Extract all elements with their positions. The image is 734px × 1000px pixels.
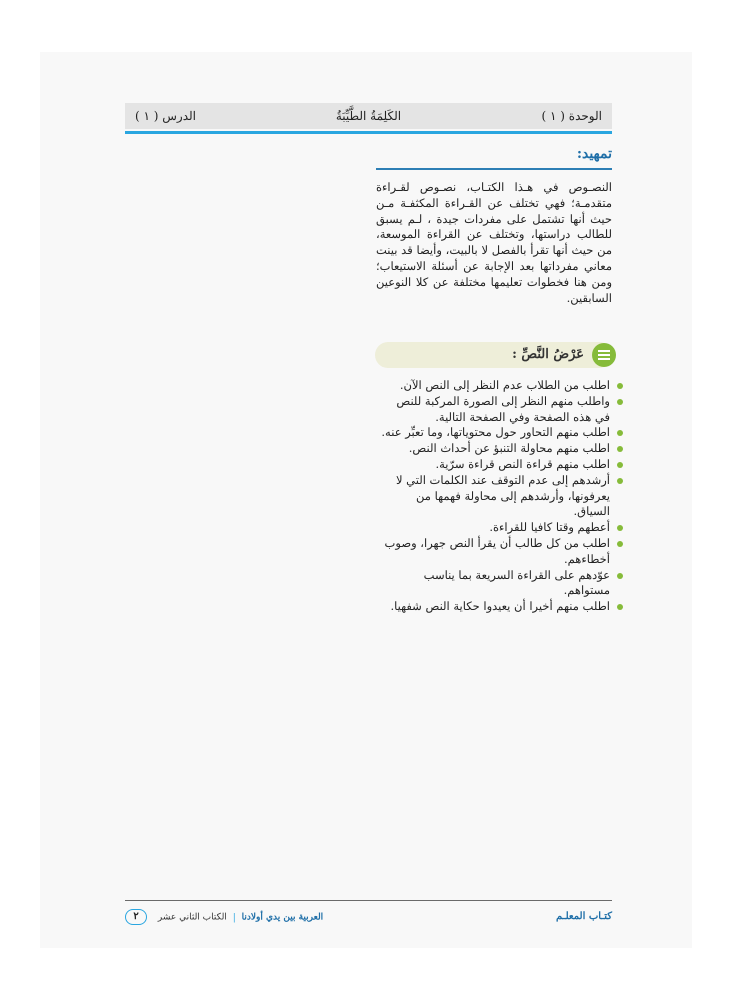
footer-separator: |: [232, 912, 236, 923]
intro-heading: تمهيد:: [376, 146, 612, 170]
bullet-icon: [617, 399, 623, 405]
bullet-icon: [617, 446, 623, 452]
list-item: اطلب منهم أخيرا أن يعيدوا حكاية النص شفهيا.: [380, 599, 624, 615]
bullet-icon: [617, 478, 623, 484]
footer-divider: [125, 900, 612, 901]
intro-paragraph: النصـوص في هـذا الكتـاب، نصـوص لقـراءة متقدمـة؛ فهي تختلف عن القـراءة المكثفـة مـن حيث أنها تشتمل على مفردات جيدة ، لـم يسبق للطالب دراستها، وتختلف عن القراءة الموسعة، من حيث أنها تقرأ بالفصل لا بالبيت، وأيضا قد بينت معاني مفرداتها بعد الإجابة عن أسئلة الاستيعاب؛ ومن هنا فخطوات تعليمها مختلفة عن كلا النوعين السابقين.: [376, 180, 612, 305]
list-item: اطلب منهم محاولة التنبؤ عن أحداث النص.: [380, 441, 624, 457]
footer-book-label: كتـاب المعلـم: [556, 911, 612, 922]
list-icon: [592, 343, 616, 367]
list-item: اطلب من كل طالب أن يقرأ النص جهرا، وصوب أخطاءهم.: [380, 536, 624, 568]
header-divider: [125, 131, 612, 134]
page-number: ٢: [125, 909, 147, 925]
bullet-icon: [617, 604, 623, 610]
list-item: أرشدهم إلى عدم التوقف عند الكلمات التي لا يعرفونها، وأرشدهم إلى محاولة فهمها من السياق.: [380, 473, 624, 520]
list-item: واطلب منهم النظر إلى الصورة المركبة للنص في هذه الصفحة وفي الصفحة التالية.: [380, 394, 624, 426]
bullet-icon: [617, 541, 623, 547]
series-title: العربية بين يدي أولادنا: [241, 912, 324, 923]
footer-book-info: [125, 909, 323, 927]
bullet-icon: [617, 462, 623, 468]
list-item: اطلب منهم قراءة النص قراءة سرّية.: [380, 457, 624, 473]
bullet-icon: [617, 573, 623, 579]
list-item: اطلب منهم التحاور حول محتوياتها، وما تعبِّر عنه.: [380, 425, 624, 441]
bullet-icon: [617, 525, 623, 531]
bullet-icon: [617, 383, 623, 389]
lesson-label: الدرس ( ١ ): [135, 109, 196, 123]
list-item: أعطهم وقتا كافيا للقراءة.: [380, 520, 624, 536]
list-item: عوّدهم على القراءة السريعة بما يناسب مستواهم.: [380, 568, 624, 600]
book-title: الكتاب الثاني عشر: [157, 912, 227, 923]
list-item: اطلب من الطلاب عدم النظر إلى النص الآن.: [380, 378, 624, 394]
steps-list: [380, 378, 624, 615]
section-header: [375, 342, 612, 368]
running-header: [125, 103, 612, 129]
chapter-title: الكَلِمَةُ الطَّيِّبَةُ: [335, 109, 402, 123]
section-title: عَرْضُ النَّصِّ :: [512, 347, 584, 362]
unit-label: الوحدة ( ١ ): [541, 109, 602, 123]
bullet-icon: [617, 430, 623, 436]
